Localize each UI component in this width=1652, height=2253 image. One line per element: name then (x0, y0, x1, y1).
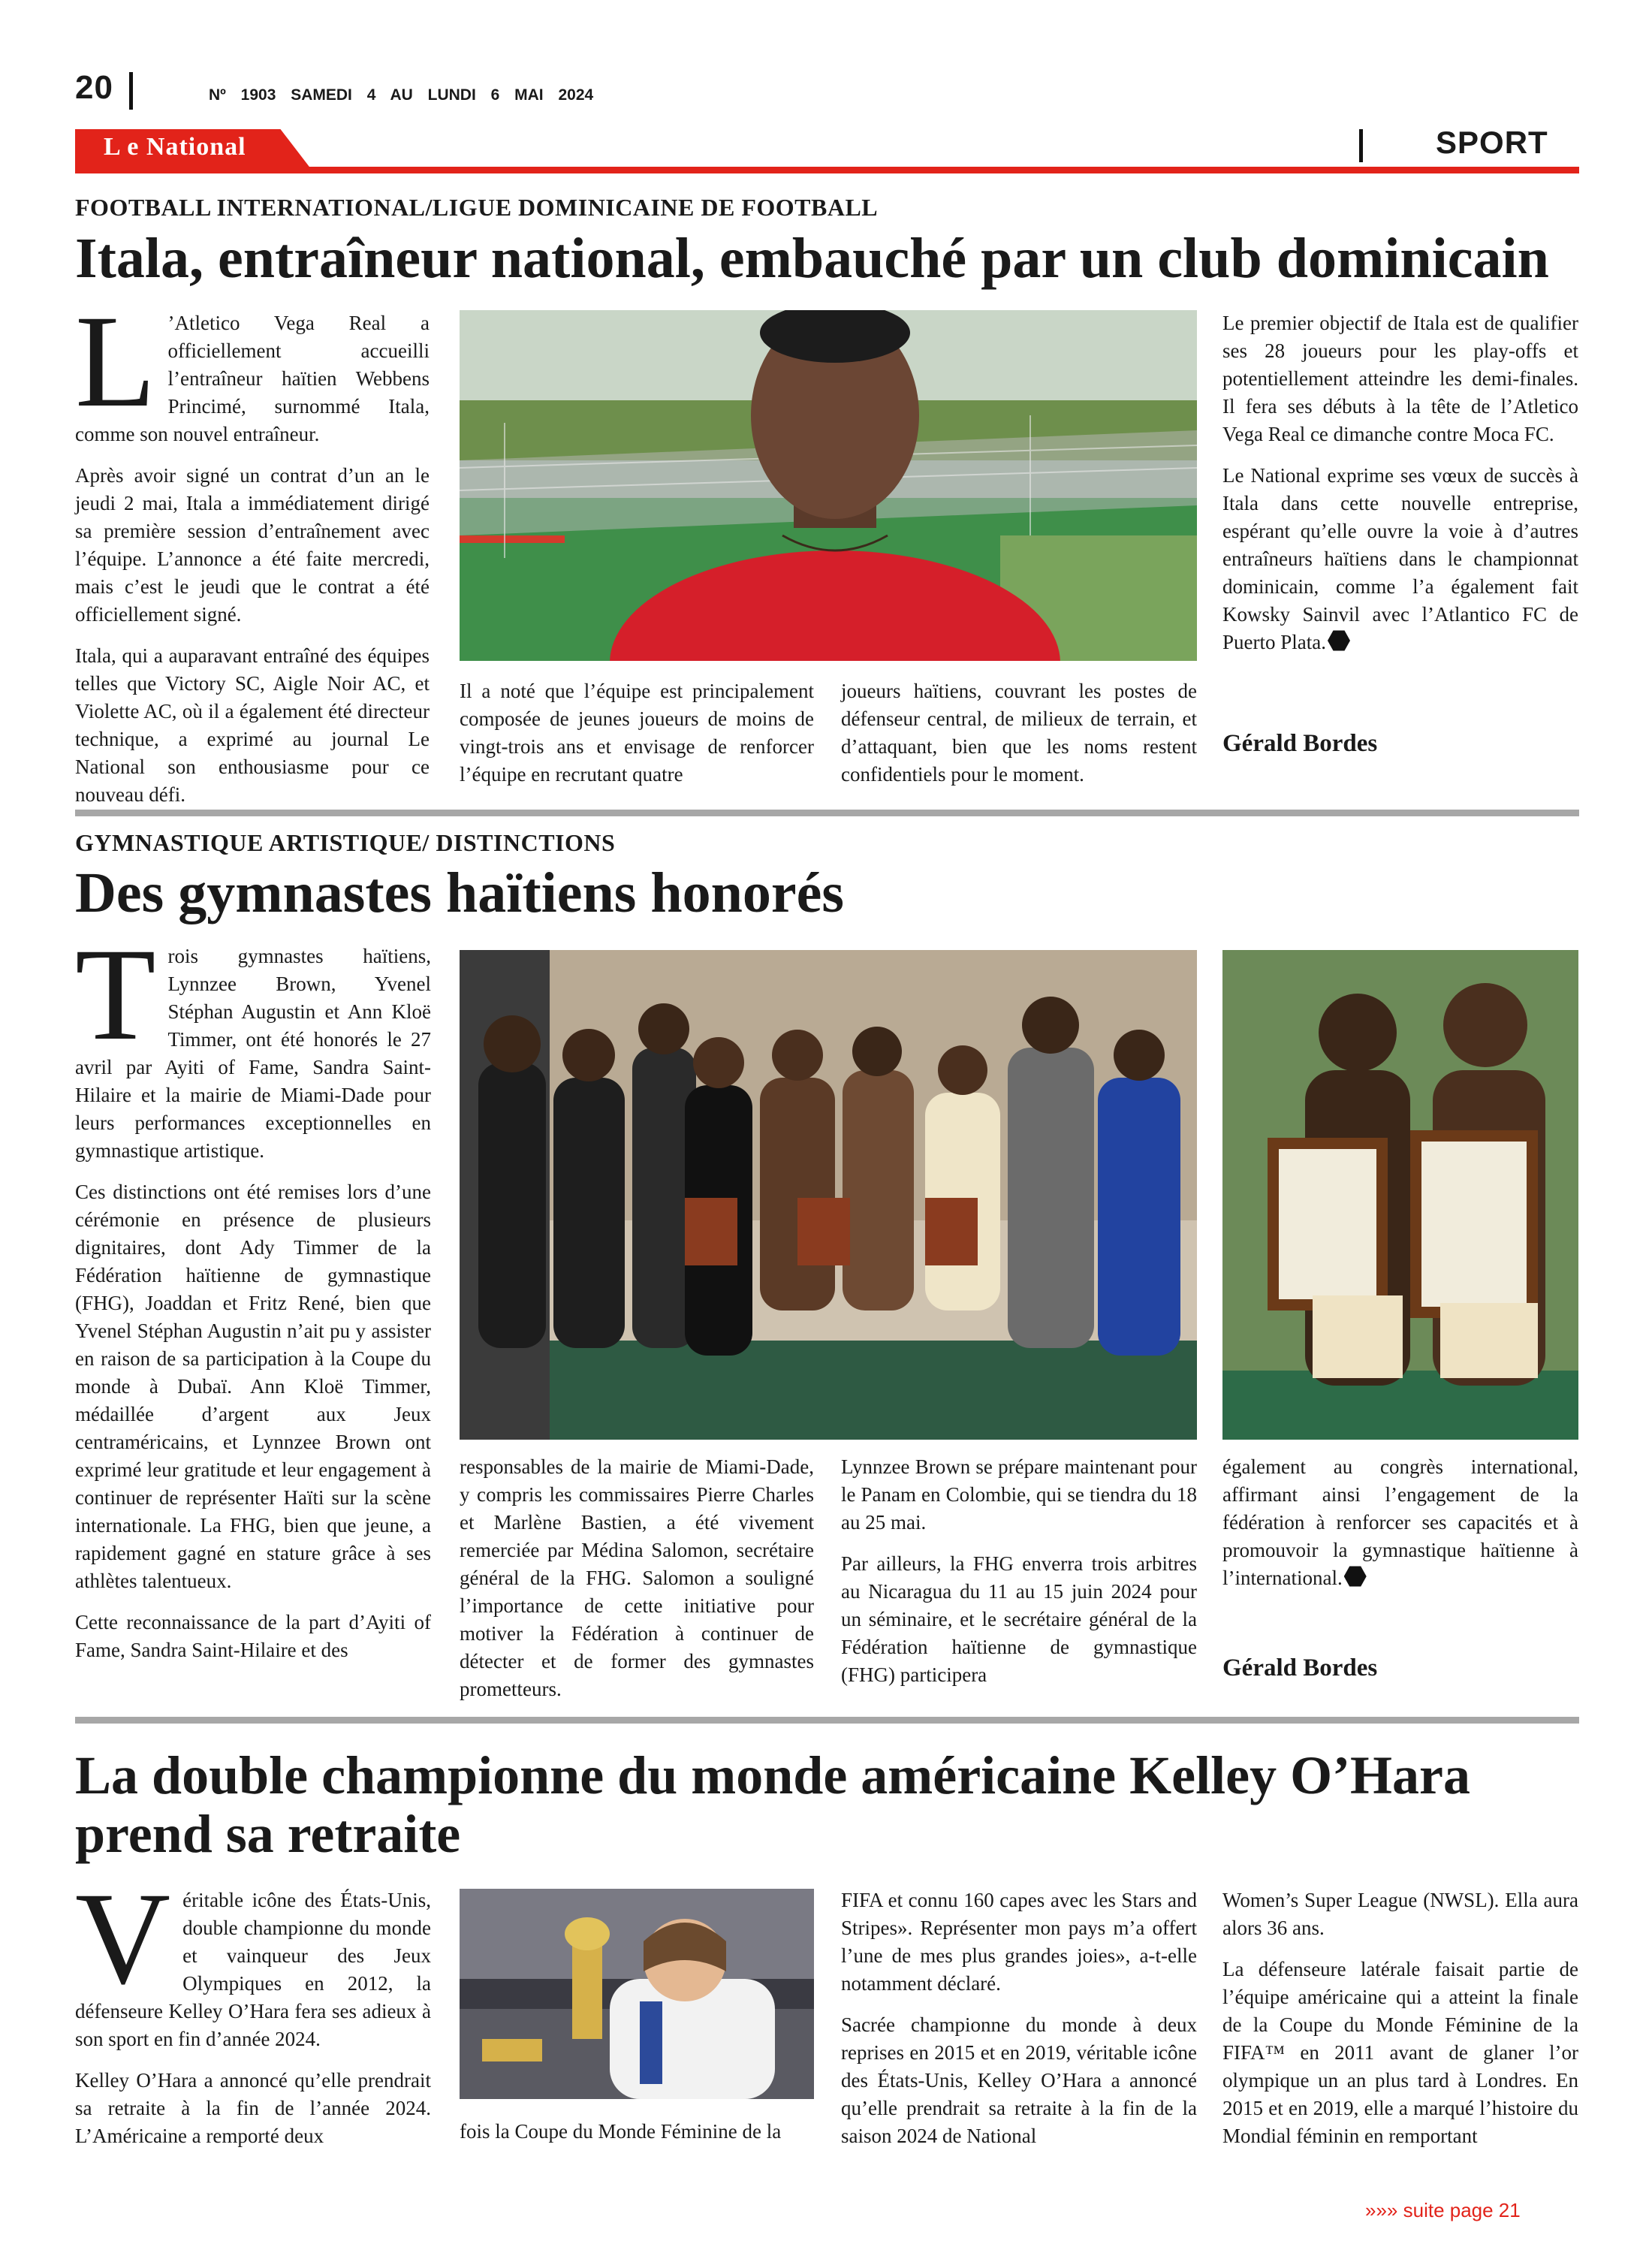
kelley-ohara-photo (460, 1889, 814, 2099)
article1-signature: Gérald Bordes (1222, 730, 1378, 757)
section-rule (75, 810, 1579, 816)
article1-col1 (75, 288, 430, 822)
gymnasts-duo-photo (1222, 950, 1578, 1440)
article1-photo (460, 310, 1197, 661)
article3-col2 (460, 2118, 814, 2159)
article1-p2: Après avoir signé un contrat d’un an le jeudi 2 mai, Itala a immédiatement dirigé sa première session d’entraînement avec l’équipe. L’annonce a été faite mercredi, mais c’est le jeudi que le contrat a été officiellement signé. (75, 464, 430, 626)
section-label: SPORT (1436, 125, 1548, 160)
article1-p3: Itala, qui a auparavant entraîné des équipes telles que Victory SC, Aigle Noir AC, et Violette AC, où il a également été directeur technique, a exprimé au journal Le National son enthousiasme pour ce nouveau défi. (75, 644, 430, 806)
article3-p2: Kelley O’Hara a annoncé qu’elle prendrait sa retraite à la fin de l’année 2024. L’Américaine a remporté deux (75, 2069, 431, 2147)
article2-title: Des gymnastes haïtiens honorés (75, 861, 844, 924)
article1-title: Itala, entraîneur national, embauché par un club dominicain (75, 227, 1549, 290)
end-mark-icon (1328, 629, 1350, 652)
article1-col3 (841, 677, 1197, 802)
article3-p5: Sacrée championne du monde à deux reprises en 2015 et en 2019, véritable icône des États-Unis, Kelley O’Hara a annoncé qu’elle prendrait sa retraite à la fin de la saison 2024 de National (841, 2013, 1197, 2147)
article2-col2 (460, 1453, 814, 1717)
article1-p6: Le premier objectif de Itala est de qualifier ses 28 joueurs pour les play-offs et potentiellement atteindre les demi-finales. Il fera ses débuts à la tête de l’Atletico Vega Real ce dimanche contre Moca FC. (1222, 312, 1578, 445)
article2-photo-duo (1222, 950, 1578, 1440)
article2-p2: Ces distinctions ont été remises lors d’une cérémonie en présence de plusieurs dignitaires, dont Ady Timmer de la Fédération haïtienne de gymnastique (FHG), Joaddan et Fritz René, bien que Yvenel Stéphan Augustin n’ait pu y assister en raison de sa participation à la Coupe du monde à Dubaï. Ann Kloë Timmer, médaillée d’argent aux Jeux centraméricains, et Lynnzee Brown ont exprimé leur gratitude et leur engagement à continuer de représenter Haïti sur la scène internationale. La FHG, bien que jeune, a rapidement gagné en stature grâce à ses athlètes talentueux. (75, 1181, 431, 1592)
coach-photo (460, 310, 1197, 661)
issue-date: Nº 1903 SAMEDI 4 AU LUNDI 6 MAI 2024 (209, 86, 594, 104)
article2-p4: responsables de la mairie de Miami-Dade, y compris les commissaires Pierre Charles et Marlène Bastien, a été vivement remerciée par Médina Salomon, secrétaire général de la FHG. Salomon a souligné l’importance de cette initiative pour motiver la Fédération à continuer de détecter et de former des gymnastes prometteurs. (460, 1455, 814, 1700)
article3-title: La double championne du monde américaine Kelley O’Hara prend sa retraite (75, 1745, 1471, 1864)
article3-p4: FIFA et connu 160 capes avec les Stars and Stripes». Représenter mon pays m’a offert l’une de mes plus grandes joies», a-t-elle notamment déclaré. (841, 1889, 1197, 1995)
article3-p1: éritable icône des États-Unis, double championne du monde et vainqueur des Jeux Olympiques en 2012, la défenseure Kelley O’Hara fera ses adieux à son sport en fin d’année 2024. (75, 1889, 431, 2050)
article3-col3 (841, 1887, 1197, 2164)
article1-p4: Il a noté que l’équipe est principalement composée de jeunes joueurs de moins de vingt-trois ans et envisage de renforcer l’équipe en recrutant quatre (460, 680, 814, 786)
article3-p6: Women’s Super League (NWSL). Ella aura alors 36 ans. (1222, 1889, 1578, 1939)
gymnasts-group-photo (460, 950, 1197, 1440)
article2-col4 (1222, 1453, 1578, 1606)
article2-col1 (75, 921, 431, 1678)
article2-p7: également au congrès international, affirmant ainsi l’engagement de la fédération à renforcer ses capacités et à promouvoir la gymnastique haïtienne à l’international. (1222, 1455, 1578, 1589)
article1-p7: Le National exprime ses vœux de succès à Itala dans cette nouvelle entreprise, espérant qu’elle ouvre la voie à d’autres entraîneurs haïtiens dans le championnat dominicain, comme l’a également fait Kowsky Sainvil avec l’Atlantico FC de Puerto Plata. (1222, 464, 1578, 653)
page-number: 20 (75, 69, 113, 106)
article2-p5: Lynnzee Brown se prépare maintenant pour le Panam en Colombie, qui se tiendra du 18 au 25 mai. (841, 1455, 1197, 1534)
article2-p3: Cette reconnaissance de la part d’Ayiti of Fame, Sandra Saint-Hilaire et des (75, 1611, 431, 1661)
article2-kicker: GYMNASTIQUE ARTISTIQUE/ DISTINCTIONS (75, 829, 616, 856)
article1-p5: joueurs haïtiens, couvrant les postes de défenseur central, de milieux de terrain, et d’attaquant, bien que les noms restent confidentiels pour le moment. (841, 680, 1197, 786)
article1-kicker: FOOTBALL INTERNATIONAL/LIGUE DOMINICAINE DE FOOTBALL (75, 194, 879, 221)
header-rule (75, 167, 1579, 173)
article3-dropcap: V (75, 1865, 171, 2012)
article3-col4 (1222, 1887, 1578, 2164)
article1-dropcap: L (75, 288, 156, 435)
section-divider (1359, 129, 1363, 162)
article2-p6: Par ailleurs, la FHG enverra trois arbitres au Nicaragua du 11 au 15 juin 2024 pour un séminaire, et le secrétaire général de la Fédération haïtienne de gymnastique (FHG) participera (841, 1552, 1197, 1686)
article2-p1: rois gymnastes haïtiens, Lynnzee Brown, Yvenel Stéphan Augustin et Ann Kloë Timmer, ont été honorés le 27 avril par Ayiti of Fame, Sandra Saint-Hilaire et la mairie de Miami-Dade pour leurs performances exceptionnelles en gymnastique artistique. (75, 945, 431, 1162)
article3-p3: fois la Coupe du Monde Féminine de la (460, 2120, 782, 2143)
article3-col1 (75, 1865, 431, 2164)
article3-photo (460, 1889, 814, 2099)
article1-col2 (460, 677, 814, 802)
end-mark-icon (1344, 1565, 1367, 1588)
article2-dropcap: T (75, 921, 156, 1068)
article1-col4 (1222, 309, 1578, 670)
continued-link[interactable]: »»» suite page 21 (1365, 2199, 1521, 2221)
section-rule (75, 1717, 1579, 1724)
article1-p1: ’Atletico Vega Real a officiellement accueilli l’entraîneur haïtien Webbens Princimé, surnommé Itala, comme son nouvel entraîneur. (75, 312, 430, 445)
page-number-divider (129, 72, 133, 110)
article2-photo-group (460, 950, 1197, 1440)
article2-col3 (841, 1453, 1197, 1703)
article2-signature: Gérald Bordes (1222, 1654, 1378, 1681)
article3-p7: La défenseure latérale faisait partie de l’équipe américaine qui a atteint la finale de la Coupe du Monde Féminine de la FIFA™ en 2011 avant de glaner l’or olympique un an plus tard à Londres. En 2015 et en 2019, elle a marqué l’histoire du Mondial féminin en remportant (1222, 1958, 1578, 2147)
newspaper-logo: L e National (104, 133, 246, 161)
